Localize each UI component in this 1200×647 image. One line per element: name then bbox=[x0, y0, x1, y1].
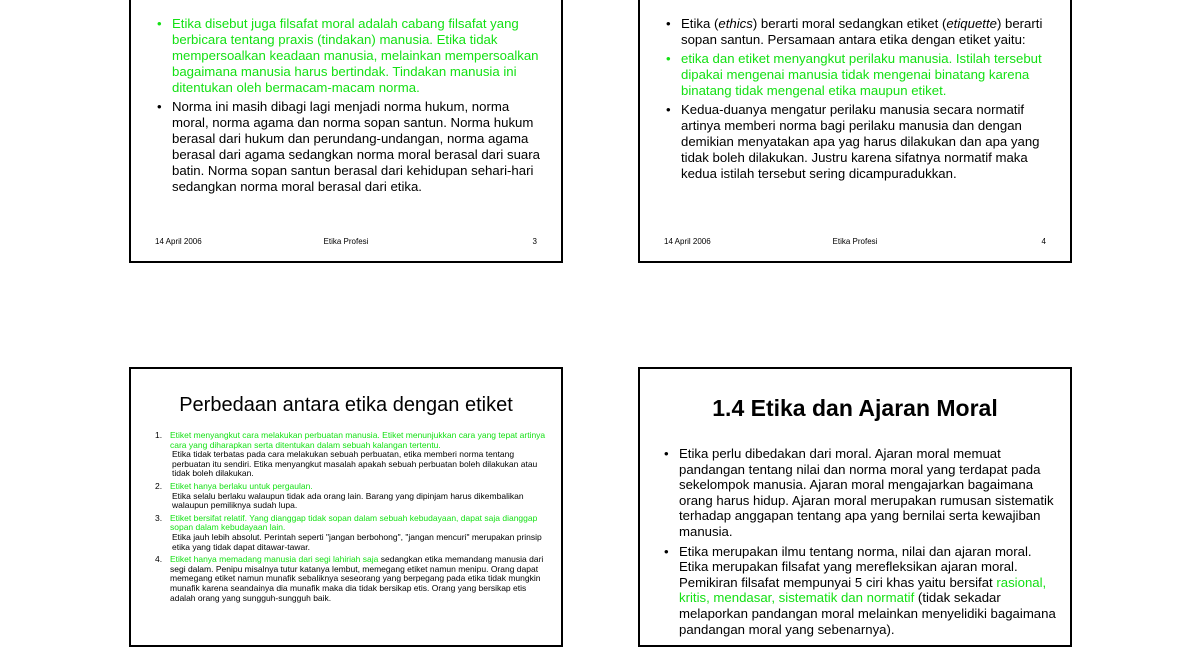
text-run: ) berarti sopan santun. Persamaan antara etika dengan etiket yaitu: bbox=[681, 16, 1043, 47]
item-heading: Etiket bersifat relatif. Yang dianggap tidak sopan dalam sebuah kebudayaan, dapat saja dianggap sopan dalam kebudayaan lain. bbox=[170, 512, 538, 533]
italic-term: etiquette bbox=[946, 16, 997, 31]
item-description: Etika selalu berlaku walaupun tidak ada orang lain. Barang yang dipinjam harus dikembalikan walaupun pemiliknya sudah lupa. bbox=[172, 490, 524, 511]
highlight-text: rasional, kritis, mendasar, sistematik dan normatif bbox=[679, 574, 1047, 606]
item-number: 3. bbox=[155, 512, 163, 523]
footer-title: Etika Profesi bbox=[323, 237, 369, 246]
footer-page-number: 3 bbox=[532, 237, 537, 246]
slide-3-content bbox=[155, 16, 545, 198]
slide-6 bbox=[638, 367, 1072, 647]
slide-6-bullet-2 bbox=[662, 544, 1056, 638]
slide-4-content bbox=[664, 16, 1054, 185]
slide-6-title: 1.4 Etika dan Ajaran Moral bbox=[712, 395, 998, 421]
text-run: Etika ( bbox=[681, 16, 719, 31]
item-heading: Etiket hanya memadang manusia dari segi lahiriah saja bbox=[170, 554, 379, 565]
slide-3-bullet-list bbox=[155, 16, 545, 195]
item-description: Etika tidak terbatas pada cara melakukan sebuah perbuatan, etika memberi norma tentang perbuatan itu sendiri. Etika menyangkut masalah apakah sebuah perbuatan boleh dilakukan atau tidak boleh dilakukan. bbox=[172, 449, 538, 479]
slide-5-content bbox=[153, 431, 549, 606]
list-item bbox=[153, 431, 549, 479]
text-run: Etika merupakan ilmu tentang norma, nilai dan ajaran moral. Etika merupakan filsafat yang merefleksikan ajaran moral. Pemikiran filsafat mempunyai 5 ciri khas yaitu bersifat bbox=[679, 543, 1032, 590]
item-number: 1. bbox=[155, 430, 163, 440]
item-heading: Etiket menyangkut cara melakukan perbuatan manusia. Etiket menunjukkan cara yang tepat artinya cara yang diharapkan serta ditentukan dalam sebuah kalangan tertentu. bbox=[170, 430, 546, 450]
list-item bbox=[153, 555, 549, 603]
footer-title: Etika Profesi bbox=[832, 237, 878, 246]
footer-date: 14 April 2006 bbox=[155, 237, 202, 246]
slide-4-bullet-1 bbox=[664, 16, 1054, 48]
italic-term: ethics bbox=[718, 16, 753, 31]
list-item bbox=[153, 514, 549, 552]
footer-date: 14 April 2006 bbox=[664, 237, 711, 246]
slide-4-bullet-2: • etika dan etiket menyangkut perilaku manusia. Istilah tersebut dipakai mengenai manusia tidak mengenai binatang karena binatang tidak mengenal etika maupun etiket. bbox=[664, 51, 1054, 99]
footer-page-number: 4 bbox=[1041, 237, 1046, 246]
text-run: (tidak sekadar melaporkan pandangan moral melainkan menyelidiki bagaimana pandangan moral yang sebenarnya). bbox=[679, 590, 1056, 637]
item-heading: Etiket hanya berlaku untuk pergaulan. bbox=[170, 480, 313, 491]
slide-5-title: Perbedaan antara etika dengan etiket bbox=[179, 394, 513, 416]
slide-4-bullet-3: • Kedua-duanya mengatur perilaku manusia secara normatif artinya memberi norma bagi perilaku manusia dan dengan demikian menyatakan apa yag harus dilakukan dan apa yang tidak boleh dilakukan. Justru karena sifatnya normatif maka kedua istilah tersebut sering dicampuradukkan. bbox=[664, 102, 1054, 182]
text-run: ) berarti moral sedangkan etiket ( bbox=[752, 16, 947, 31]
item-description: Etika jauh lebih absolut. Perintah seperti "jangan berbohong", "jangan mencuri" merupakan prinsip etika yang tidak dapat ditawar-tawar. bbox=[172, 531, 542, 552]
slide-5-numbered-list bbox=[153, 431, 549, 603]
slide-4 bbox=[638, 0, 1072, 263]
slide-6-content bbox=[662, 446, 1056, 641]
item-number: 2. bbox=[155, 480, 163, 491]
slide-3 bbox=[129, 0, 563, 263]
list-item bbox=[153, 482, 549, 511]
slide-5 bbox=[129, 367, 563, 647]
slide-4-bullet-list bbox=[664, 16, 1054, 182]
item-number: 4. bbox=[155, 554, 163, 565]
slide-6-bullet-1: • Etika perlu dibedakan dari moral. Ajaran moral memuat pandangan tentang nilai dan norma moral yang terdapat pada sekelompok manusia. Ajaran moral mengajarkan bagaimana orang harus hidup. Ajaran moral merupakan rumusan sistematik terhadap anggapan tentang apa yang bernilai serta kewajiban manusia. bbox=[662, 446, 1056, 540]
item-description: sedangkan etika memandang manusia dari segi dalam. Penipu misalnya tutur katanya lembut, memegang etiket namun menipu. Orang dapat memegang etiket namun munafik sebaliknya seseorang yang berpegang pada etika tidak mungkin munafik karena seandainya dia munafik maka dia tidak bersikap etis. Orang yang bersikap etis adalah orang yang sungguh-sungguh baik. bbox=[170, 554, 544, 603]
slide-3-bullet-1: • Etika disebut juga filsafat moral adalah cabang filsafat yang berbicara tentang praxis (tindakan) manusia. Etika tidak mempersoalkan keadaan manusia, melainkan mempersoalkan bagaimana manusia harus bertindak. Tindakan manusia ini ditentukan oleh bermacam-macam norma. bbox=[155, 16, 545, 96]
slide-6-bullet-list bbox=[662, 446, 1056, 637]
slide-3-bullet-2: • Norma ini masih dibagi lagi menjadi norma hukum, norma moral, norma agama dan norma sopan santun. Norma hukum berasal dari hukum dan perundang-undangan, norma agama berasal dari agama sedangkan norma moral berasal dari suara batin. Norma sopan santun berasal dari kehidupan sehari-hari sedangkan norma moral berasal dari etika. bbox=[155, 99, 545, 195]
